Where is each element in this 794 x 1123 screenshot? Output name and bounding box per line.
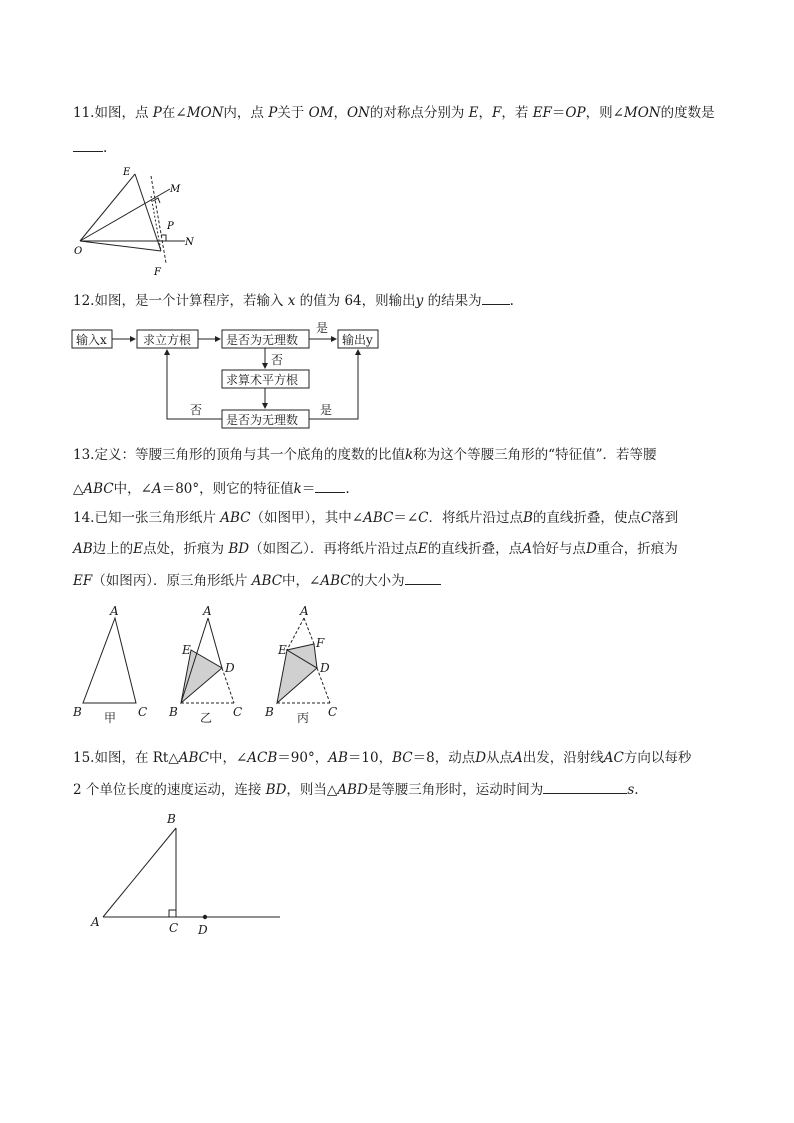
answer-blank[interactable]	[543, 779, 627, 794]
flowchart-q12	[70, 320, 390, 430]
question-13-line2: △ABC中，∠A＝80°，则它的特征值k＝ .	[73, 478, 350, 499]
answer-blank[interactable]	[405, 570, 441, 585]
answer-blank[interactable]	[73, 137, 103, 152]
box-cube-root: 求立方根	[143, 333, 192, 347]
label-yes-2: 是	[320, 403, 333, 417]
answer-blank[interactable]	[315, 478, 345, 493]
question-13-line1: 13.定义：等腰三角形的顶角与其一个底角的度数的比值k称为这个等腰三角形的“特征值”．若等腰	[73, 447, 657, 463]
question-12: 12.如图，是一个计算程序，若输入 x 的值为 64，则输出y 的结果为 .	[73, 290, 514, 311]
answer-blank[interactable]	[482, 290, 510, 305]
label-A: A	[91, 915, 100, 929]
caption-jia: 甲	[104, 711, 117, 725]
question-11-line2: .	[73, 137, 107, 158]
label-no-2: 否	[190, 403, 203, 417]
fig-bing-D: D	[320, 661, 330, 675]
fig-bing-C: C	[328, 705, 338, 719]
label-B: B	[167, 812, 176, 826]
figure-q11	[70, 162, 200, 282]
question-15-line1: 15.如图，在 Rt△ABC中，∠ACB＝90°，AB＝10，BC＝8，动点D从点A出发，沿射线AC方向以每秒	[73, 750, 692, 766]
label-C: C	[169, 921, 179, 935]
question-15-line2: 2 个单位长度的速度运动，连接 BD，则当△ABD是等腰三角形时，运动时间为 s.	[73, 779, 639, 800]
fig-yi-C: C	[233, 705, 243, 719]
question-14-line3: EF（如图丙）．原三角形纸片 ABC中，∠ABC的大小为	[73, 570, 441, 591]
figure-q14	[70, 600, 370, 725]
label-O: O	[74, 246, 83, 257]
box-irrational-1: 是否为无理数	[226, 333, 299, 347]
fig-jia-A: A	[110, 604, 119, 618]
box-sqrt: 求算术平方根	[226, 373, 299, 387]
fig-bing-B: B	[265, 705, 274, 719]
box-input: 输入x	[76, 333, 107, 347]
box-output: 输出y	[342, 333, 373, 347]
label-yes-1: 是	[316, 321, 329, 335]
caption-yi: 乙	[200, 711, 213, 725]
label-E: E	[123, 167, 131, 178]
fig-yi-D: D	[225, 661, 235, 675]
fig-yi-A: A	[203, 604, 212, 618]
question-14-line1: 14.已知一张三角形纸片 ABC（如图甲），其中∠ABC＝∠C．将纸片沿过点B的直线折叠，使点C落到	[73, 510, 679, 526]
fig-yi-B: B	[169, 705, 178, 719]
label-no-1: 否	[271, 353, 284, 367]
label-P: P	[167, 221, 174, 232]
fig-bing-A: A	[300, 604, 309, 618]
fig-bing-F: F	[316, 636, 325, 650]
question-14-line2: AB边上的E点处，折痕为 BD（如图乙）．再将纸片沿过点E的直线折叠，点A恰好与点D重合，折痕为	[73, 541, 678, 557]
point-D	[203, 915, 207, 919]
label-M: M	[170, 184, 181, 195]
fig-jia-B: B	[73, 705, 82, 719]
box-irrational-2: 是否为无理数	[226, 413, 299, 427]
question-11-line1: 11.如图，点 P在∠MON内，点 P关于 OM，ON的对称点分别为 E，F，若 EF＝OP，则∠MON的度数是	[73, 105, 715, 121]
label-F: F	[154, 267, 161, 278]
figure-q15	[85, 808, 295, 938]
fig-bing-E: E	[278, 643, 287, 657]
label-N: N	[185, 237, 194, 248]
fig-yi-E: E	[182, 643, 191, 657]
fig-jia-C: C	[138, 705, 148, 719]
label-D: D	[198, 923, 208, 937]
caption-bing: 丙	[297, 711, 310, 725]
